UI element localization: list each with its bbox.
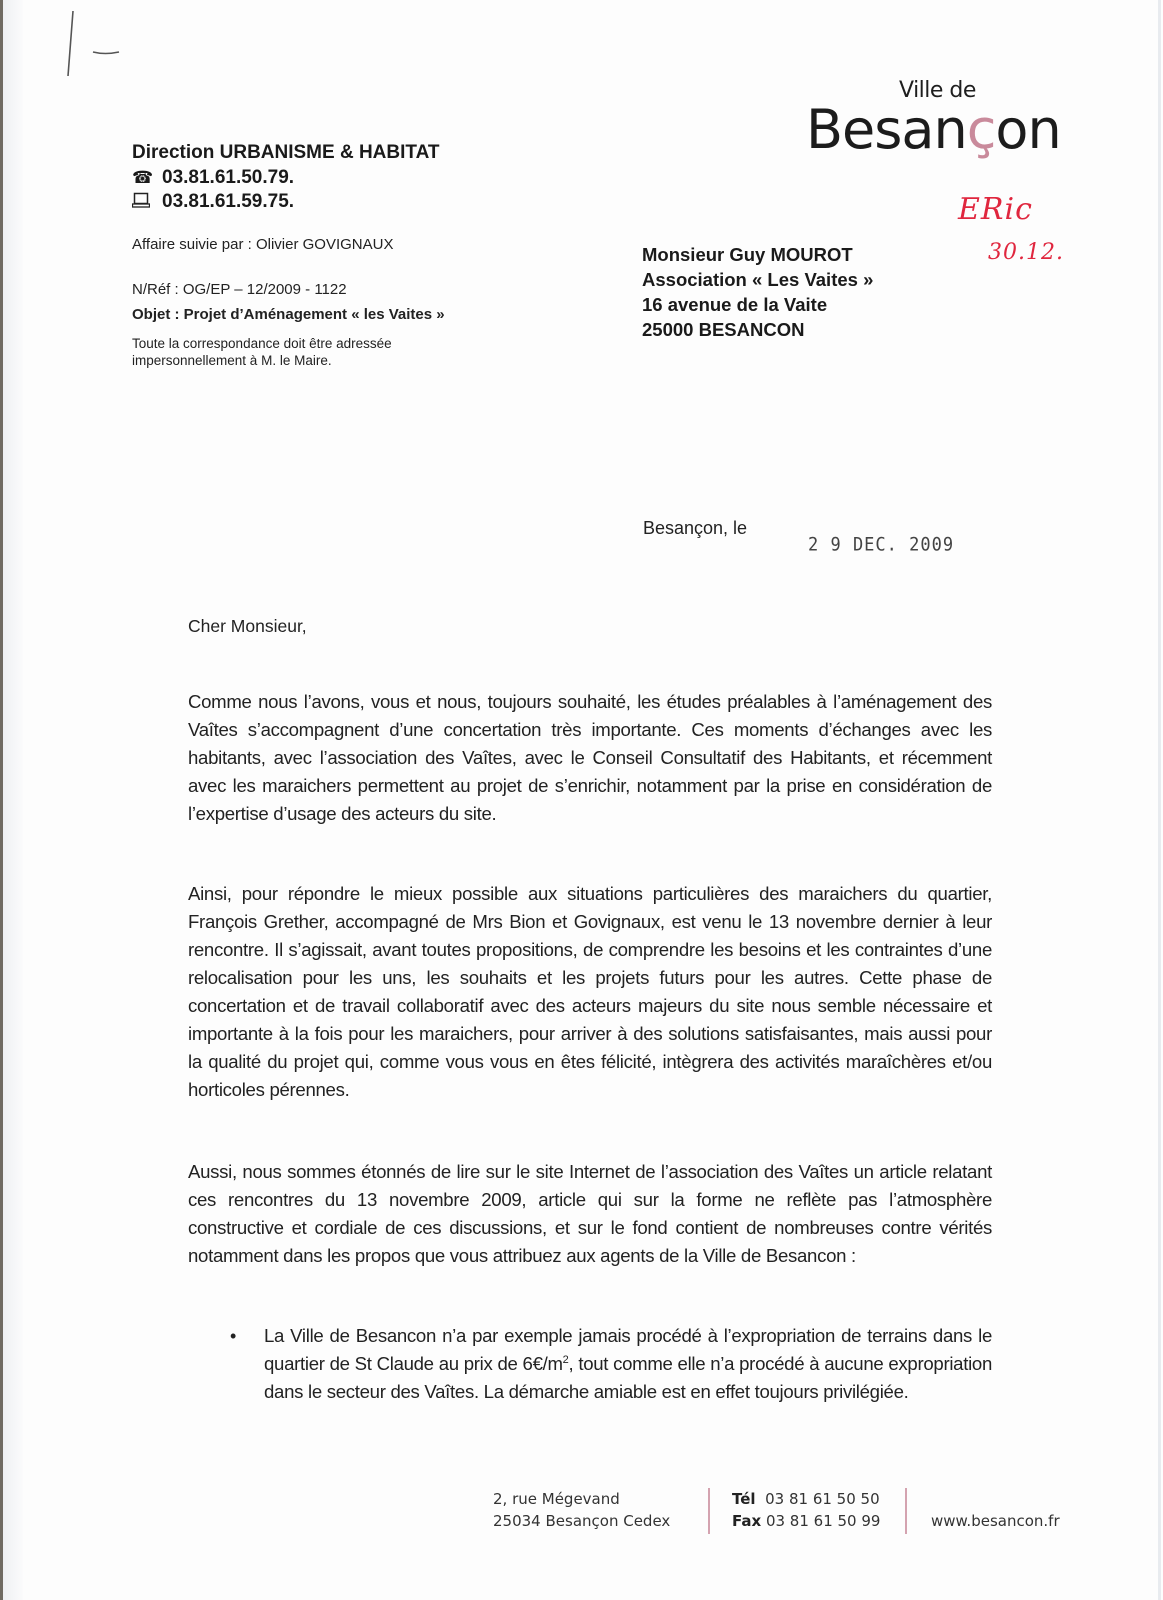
bullet-list: [230, 1322, 992, 1406]
salutation: Cher Monsieur,: [188, 616, 307, 636]
letter-subject: Objet : Projet d’Aménagement « les Vaites »: [132, 306, 445, 323]
phone-line: [132, 166, 452, 190]
paragraph-3: Aussi, nous sommes étonnés de lire sur le site Internet de l’association des Vaîtes un article relatant ces rencontres du 13 novembre 2009, article qui sur la forme ne reflète pas l’atmosphère constructive et cordiale de ces discussions, et sur le fond contient de nombreuses contre vérités notamment dans les propos que vous attribuez aux agents de la Ville de Besancon :: [188, 1161, 992, 1266]
logo-besancon: [806, 98, 1061, 161]
dateline-place: Besançon, le: [643, 518, 748, 538]
bullet-text-before: La Ville de Besancon n’a par exemple jamais procédé à l’expropriation de terrains dans le quartier de St Claude au prix de 6€/m: [264, 1325, 992, 1374]
logo-name-suffix: on: [995, 98, 1061, 161]
reference-number: N/Réf : OG/EP – 12/2009 - 1122: [132, 281, 347, 298]
recipient-name: Monsieur Guy MOUROT: [642, 244, 853, 265]
logo-ville-de: Ville de: [899, 78, 976, 103]
logo-name-cedilla: ç: [966, 98, 996, 161]
footer-tel-label: Tél: [732, 1490, 756, 1508]
recipient-city: 25000 BESANCON: [642, 319, 805, 340]
date-stamp: 2 9 DEC. 2009: [808, 534, 955, 556]
department-name: Direction URBANISME & HABITAT: [132, 142, 440, 163]
footer-website[interactable]: www.besancon.fr: [931, 1512, 1060, 1530]
pencil-mark-drawing: [60, 8, 130, 78]
logo-name-prefix: Besan: [806, 98, 967, 161]
fax-number: 03.81.61.59.75.: [162, 191, 295, 212]
bullet-superscript: 2: [562, 1353, 569, 1366]
computer-icon: [132, 192, 162, 213]
handwritten-date: 30.12.: [988, 240, 1064, 265]
footer-divider: [708, 1488, 710, 1534]
fax-line: [132, 190, 452, 214]
recipient-address: [642, 242, 873, 342]
footer-address-line-2: 25034 Besançon Cedex: [493, 1512, 671, 1530]
notice-line-1: Toute la correspondance doit être adressée: [132, 336, 392, 351]
pencil-mark: [60, 8, 130, 83]
footer-address: [493, 1488, 670, 1532]
bullet-text-after: , tout comme elle n’a procédé à aucune expropriation dans le secteur des Vaîtes. La démarche amiable est en effet toujours privilégiée.: [264, 1353, 992, 1402]
bullet-icon: •: [230, 1326, 237, 1346]
footer-phone-fax: [732, 1488, 880, 1532]
correspondence-notice: [132, 335, 452, 369]
case-handler: Affaire suivie par : Olivier GOVIGNAUX: [132, 236, 394, 253]
footer-divider: [905, 1488, 907, 1534]
scan-shade-left: [3, 0, 23, 1600]
footer-fax-label: Fax: [732, 1512, 762, 1530]
recipient-organization: Association « Les Vaites »: [642, 269, 874, 290]
paragraph-1: Comme nous l’avons, vous et nous, toujours souhaité, les études préalables à l’aménagement des Vaîtes s’accompagnent d’une concertation très importante. Ces moments d’échanges avec les habitants, avec l’association des Vaîtes, avec le Conseil Consultatif des Habitants, et récemment avec les maraichers permettent au projet de s’enrichir, notamment par la prise en considération de l’expertise d’usage des acteurs du site.: [188, 691, 992, 824]
footer-tel-line: [732, 1488, 880, 1510]
telephone-icon: ☎: [132, 168, 154, 187]
phone-number: 03.81.61.50.79.: [162, 167, 295, 188]
footer-address-line-1: 2, rue Mégevand: [493, 1490, 620, 1508]
footer-fax-number: 03 81 61 50 99: [765, 1512, 881, 1530]
recipient-street: 16 avenue de la Vaite: [642, 294, 828, 315]
bullet-item: [230, 1322, 992, 1406]
footer-tel-number: 03 81 61 50 50: [765, 1490, 880, 1508]
sender-block: [132, 142, 452, 369]
footer-fax-line: [732, 1510, 880, 1532]
notice-line-2: impersonnellement à M. le Maire.: [132, 353, 332, 368]
paragraph-2: Ainsi, pour répondre le mieux possible aux situations particulières des maraichers du quartier, François Grether, accompagné de Mrs Bion et Govignaux, est venu le 13 novembre dernier à leur rencontre. Il s’agissait, avant toutes propositions, de comprendre les besoins et les contraintes d’une relocalisation pour les uns, les souhaits et les projets futurs pour les autres. Cette phase de concertation et de travail collaboratif avec des acteurs majeurs du site nous semble nécessaire et importante à la fois pour les maraichers, pour arriver à des solutions satisfaisantes, mais aussi pour la qualité du projet qui, comme vous vous en êtes félicité, intègrera des activités maraîchères et/ou horticoles pérennes.: [188, 883, 992, 1100]
scan-edge-right: [1158, 0, 1161, 1600]
handwritten-name: ERic: [958, 192, 1033, 227]
